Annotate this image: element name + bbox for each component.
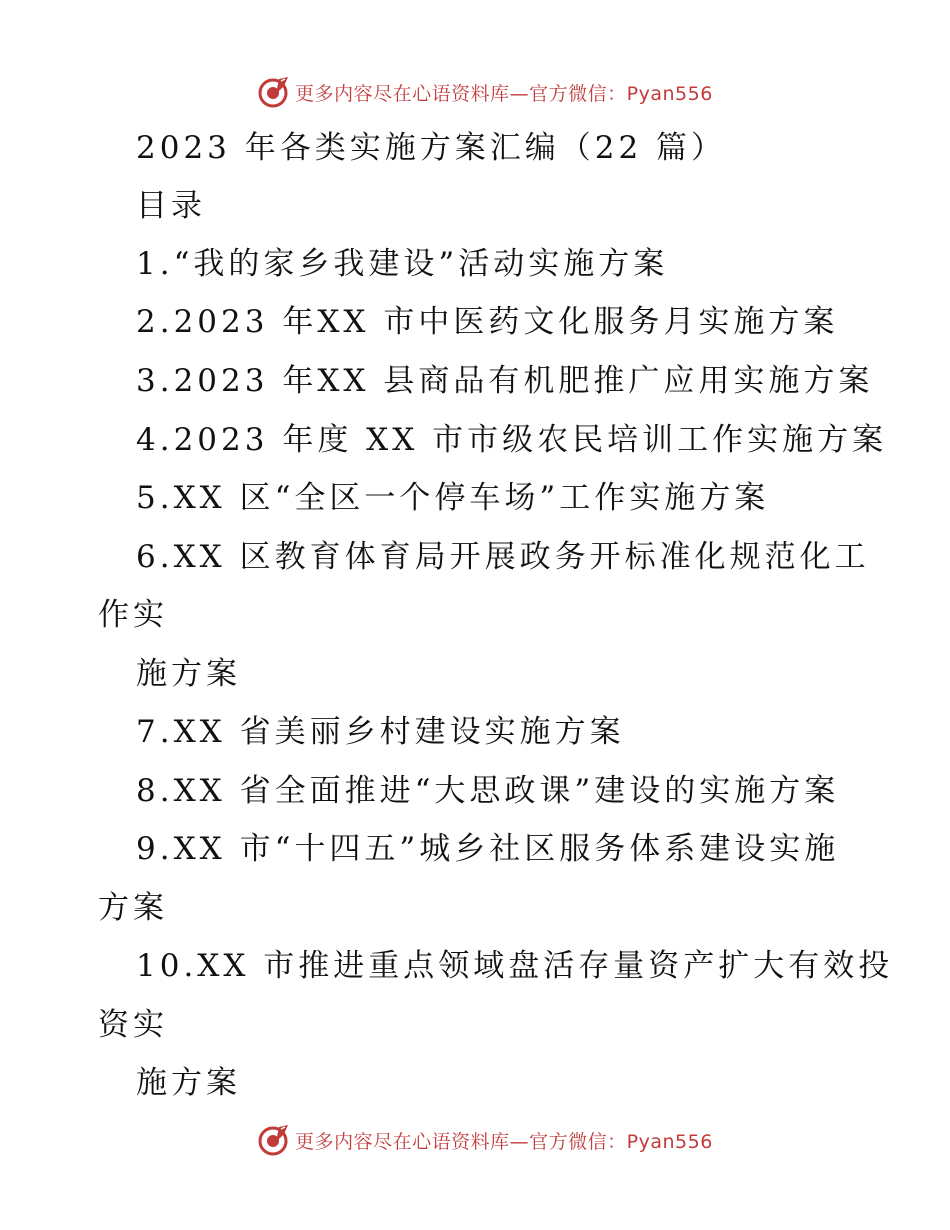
toc-heading: 目录 [136, 188, 206, 224]
document-title: 2023 年各类实施方案汇编（22 篇） [136, 130, 727, 166]
header-banner [0, 72, 950, 112]
footer-banner [0, 1120, 950, 1160]
banner-text: 更多内容尽在心语资料库—官方微信：Pyan556 [295, 1130, 713, 1153]
pen-logo-icon [257, 75, 291, 109]
toc-item-continuation: 方案 [98, 890, 168, 926]
toc-item: 5.XX 区“全区一个停车场”工作实施方案 [136, 480, 770, 516]
pen-logo-icon [257, 1123, 291, 1157]
banner-inner [257, 75, 713, 109]
toc-item: 3.2023 年XX 县商品有机肥推广应用实施方案 [136, 363, 874, 399]
banner-text: 更多内容尽在心语资料库—官方微信：Pyan556 [295, 82, 713, 105]
toc-item: 4.2023 年度 XX 市市级农民培训工作实施方案 [136, 422, 888, 458]
toc-item-continuation: 施方案 [136, 1065, 241, 1101]
toc-item: 7.XX 省美丽乡村建设实施方案 [136, 714, 625, 750]
toc-item: 8.XX 省全面推进“大思政课”建设的实施方案 [136, 773, 840, 809]
toc-item-continuation: 施方案 [136, 656, 241, 692]
toc-item-continuation: 作实 [98, 597, 168, 633]
toc-item: 9.XX 市“十四五”城乡社区服务体系建设实施 [136, 831, 840, 867]
toc-item: 10.XX 市推进重点领域盘活存量资产扩大有效投 [136, 948, 894, 984]
toc-item: 1.“我的家乡我建设”活动实施方案 [136, 246, 669, 282]
toc-item: 2.2023 年XX 市中医药文化服务月实施方案 [136, 304, 839, 340]
toc-item: 6.XX 区教育体育局开展政务开标准化规范化工 [136, 539, 870, 575]
toc-item-continuation: 资实 [98, 1007, 168, 1043]
banner-inner [257, 1123, 713, 1157]
